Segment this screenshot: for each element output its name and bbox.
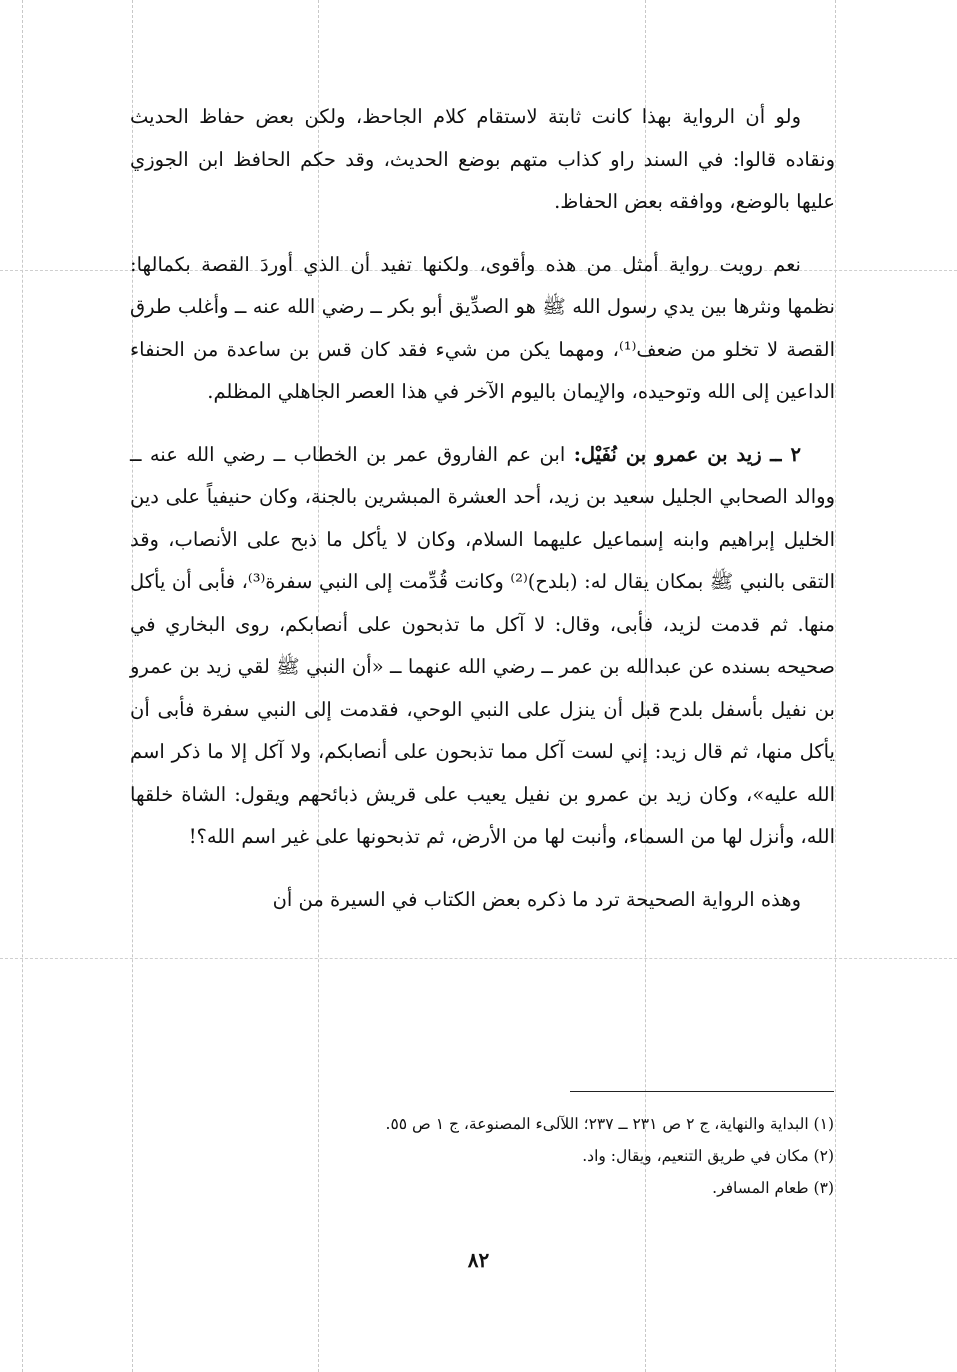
scan-guide-line bbox=[0, 958, 957, 959]
footnote-2: (٢) مكان في طريق التنعيم، ويقال: واد. bbox=[582, 1147, 834, 1165]
page-number: ٨٢ bbox=[467, 1248, 490, 1272]
paragraph-jahiz: ولو أن الرواية بهذا كانت ثابتة لاستقام كلام الجاحظ، ولكن بعض حفاظ الحديث ونقاده قالوا: في السند راو كذاب متهم بوضع الحديث، وقد حكم الحافظ ابن الجوزي عليها بالوضع، ووافقه بعض الحفاظ. bbox=[130, 105, 835, 213]
paragraph-qus: نعم رويت رواية أمثل من هذه وأقوى، ولكنها تفيد أن الذي أوردَ القصة بكمالها: نظمها ونثرها بين يدي رسول الله ﷺ هو الصدِّيق أبو بكر ــ رضي الله عنه ــ وأغلب طرق القصة لا تخلو من ضعف⁽¹⁾، ومهما يكن من شيء فقد كان قس بن ساعدة من الحنفاء الداعين إلى الله وتوحيده، والإيمان باليوم الآخر في هذا العصر الجاهلي المظلم. bbox=[130, 252, 835, 403]
section-text: ابن عم الفاروق عمر بن الخطاب ــ رضي الله عنه ــ ووالد الصحابي الجليل سعيد بن زيد، أحد العشرة المبشرين بالجنة، وكان حنيفياً على دين الخليل إبراهيم وابنه إسماعيل عليهما السلام، وكان لا يأكل ما ذبح على الأنصاب، وقد التقى بالنبي ﷺ بمكان يقال له: (بلدح)⁽²⁾ وكانت قُدِّمت إلى النبي سفرة⁽³⁾، فأبى أن يأكل منها. ثم قدمت لزيد، فأبى، وقال: لا آكل ما تذبحون على أنصابكم، روى البخاري في صحيحه بسنده عن عبدالله بن عمر ــ رضي الله عنهما ــ «أن النبي ﷺ لقي زيد بن عمرو بن نفيل بأسفل بلدح قبل أن ينزل على النبي الوحي، فقدمت إلى النبي سفرة فأبى أن يأكل منها، ثم قال زيد: إني لست آكل مما تذبحون على أنصابكم، ولا آكل إلا ما ذكر اسم الله عليه»، وكان زيد بن عمرو بن نفيل يعيب على قريش ذبائحهم ويقول: الشاة خلقها الله، وأنزل لها من السماء، وأنبت لها من الأرض، ثم تذبحونها على غير اسم الله؟! bbox=[130, 442, 835, 848]
section-number: ٢ ــ bbox=[770, 442, 801, 466]
footnote-1: (١) البداية والنهاية، ج ٢ ص ٢٣١ ــ ٢٣٧؛ اللآلىء المصنوعة، ج ١ ص ٥٥. bbox=[385, 1115, 834, 1133]
footnotes bbox=[190, 1108, 834, 1204]
scan-guide-line bbox=[22, 0, 23, 1372]
footnote-divider bbox=[570, 1091, 834, 1092]
footnote-3: (٣) طعام المسافر. bbox=[712, 1179, 834, 1197]
section-heading: زيد بن عمرو بن نُفَيْل: bbox=[573, 442, 762, 466]
paragraph-zaid bbox=[130, 434, 835, 859]
scan-guide-line bbox=[835, 0, 836, 1372]
paragraph-continuation: وهذه الرواية الصحيحة ترد ما ذكره بعض الكتاب في السيرة من أن bbox=[272, 887, 801, 911]
page-body bbox=[130, 96, 835, 941]
